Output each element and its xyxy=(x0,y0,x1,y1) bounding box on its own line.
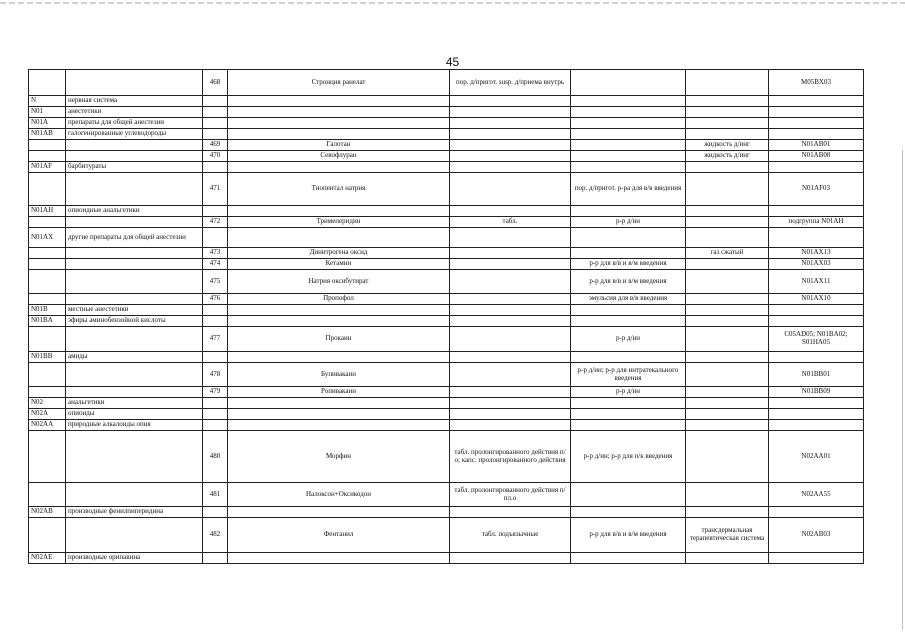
drug-name-cell: Динитрогена оксид xyxy=(228,248,450,259)
atc-subgroup-cell: N01AX13 xyxy=(769,248,864,259)
dosage-form-other-cell xyxy=(686,162,769,173)
table-row xyxy=(29,352,864,363)
drug-register-table xyxy=(28,69,864,564)
row-number-cell xyxy=(203,118,228,129)
drug-name-cell xyxy=(228,398,450,409)
row-number-cell: 473 xyxy=(203,248,228,259)
drug-name-cell xyxy=(228,420,450,431)
atc-code-cell: N01AB xyxy=(29,129,66,140)
group-description-cell xyxy=(66,259,203,270)
drug-name-cell xyxy=(228,162,450,173)
table-row xyxy=(29,173,864,206)
dosage-form-injection-cell: р-р для в/в и в/м введения xyxy=(571,270,686,294)
drug-name-cell xyxy=(228,553,450,564)
drug-name-cell: Галотан xyxy=(228,140,450,151)
row-number-cell xyxy=(203,107,228,118)
row-number-cell xyxy=(203,352,228,363)
dosage-form-other-cell xyxy=(686,431,769,483)
dosage-form-other-cell xyxy=(686,483,769,507)
dosage-form-injection-cell: эмульсия для в/в введения xyxy=(571,294,686,305)
atc-code-cell xyxy=(29,173,66,206)
atc-code-cell xyxy=(29,363,66,387)
table-row xyxy=(29,70,864,96)
dosage-form-other-cell xyxy=(686,398,769,409)
dosage-form-oral-cell xyxy=(450,294,571,305)
table-row xyxy=(29,553,864,564)
dosage-form-other-cell: жидкость д/инг xyxy=(686,140,769,151)
table-row xyxy=(29,431,864,483)
atc-subgroup-cell: N01BB09 xyxy=(769,387,864,398)
group-description-cell xyxy=(66,327,203,352)
atc-subgroup-cell xyxy=(769,553,864,564)
dosage-form-injection-cell: р-р д/ин; р-р для п/к введения xyxy=(571,431,686,483)
group-description-cell: нервная система xyxy=(66,96,203,107)
group-description-cell xyxy=(66,431,203,483)
dosage-form-oral-cell xyxy=(450,507,571,518)
atc-code-cell xyxy=(29,327,66,352)
dosage-form-other-cell xyxy=(686,206,769,217)
atc-subgroup-cell: N01AX10 xyxy=(769,294,864,305)
drug-name-cell: Фентанил xyxy=(228,518,450,553)
drug-name-cell: Прокаин xyxy=(228,327,450,352)
dosage-form-other-cell xyxy=(686,70,769,96)
table-row xyxy=(29,151,864,162)
dosage-form-other-cell xyxy=(686,420,769,431)
row-number-cell: 470 xyxy=(203,151,228,162)
atc-code-cell xyxy=(29,70,66,96)
table-row xyxy=(29,507,864,518)
atc-subgroup-cell xyxy=(769,96,864,107)
dosage-form-other-cell xyxy=(686,352,769,363)
atc-subgroup-cell: N01AB01 xyxy=(769,140,864,151)
table-row xyxy=(29,140,864,151)
dosage-form-oral-cell xyxy=(450,248,571,259)
atc-code-cell xyxy=(29,140,66,151)
atc-subgroup-cell xyxy=(769,118,864,129)
atc-code-cell: N02AB xyxy=(29,507,66,518)
atc-subgroup-cell: подгруппа N01AH xyxy=(769,217,864,228)
dosage-form-injection-cell xyxy=(571,305,686,316)
atc-subgroup-cell: N02AA55 xyxy=(769,483,864,507)
scan-edge-right xyxy=(902,150,903,630)
dosage-form-other-cell xyxy=(686,387,769,398)
atc-code-cell: N xyxy=(29,96,66,107)
atc-subgroup-cell xyxy=(769,507,864,518)
table-row xyxy=(29,162,864,173)
group-description-cell xyxy=(66,70,203,96)
dosage-form-injection-cell xyxy=(571,151,686,162)
drug-name-cell: Налоксон+Оксикодон xyxy=(228,483,450,507)
atc-code-cell xyxy=(29,294,66,305)
dosage-form-other-cell: жидкость д/инг xyxy=(686,151,769,162)
row-number-cell xyxy=(203,129,228,140)
dosage-form-oral-cell xyxy=(450,316,571,327)
dosage-form-other-cell xyxy=(686,228,769,248)
atc-subgroup-cell: N01AX11 xyxy=(769,270,864,294)
dosage-form-injection-cell xyxy=(571,96,686,107)
atc-subgroup-cell: N01BB01 xyxy=(769,363,864,387)
group-description-cell: препараты для общей анестезии xyxy=(66,118,203,129)
dosage-form-oral-cell: табл. пролонгированного действия п/пл.о xyxy=(450,483,571,507)
row-number-cell xyxy=(203,316,228,327)
row-number-cell: 480 xyxy=(203,431,228,483)
row-number-cell: 479 xyxy=(203,387,228,398)
drug-name-cell xyxy=(228,316,450,327)
table-row xyxy=(29,518,864,553)
table-row xyxy=(29,483,864,507)
dosage-form-other-cell xyxy=(686,363,769,387)
group-description-cell: производные орипавина xyxy=(66,553,203,564)
row-number-cell: 477 xyxy=(203,327,228,352)
dosage-form-injection-cell: р-р д/ин xyxy=(571,217,686,228)
drug-name-cell: Кетамин xyxy=(228,259,450,270)
dosage-form-other-cell xyxy=(686,259,769,270)
dosage-form-oral-cell: табл. подъязычные xyxy=(450,518,571,553)
scan-edge-top xyxy=(0,2,905,4)
atc-code-cell xyxy=(29,270,66,294)
dosage-form-injection-cell: р-р д/ин xyxy=(571,327,686,352)
drug-name-cell: Бупивакаин xyxy=(228,363,450,387)
atc-code-cell: N01 xyxy=(29,107,66,118)
group-description-cell: производные фенилпиперидина xyxy=(66,507,203,518)
dosage-form-other-cell xyxy=(686,270,769,294)
dosage-form-other-cell xyxy=(686,305,769,316)
dosage-form-injection-cell xyxy=(571,162,686,173)
table-row xyxy=(29,206,864,217)
drug-name-cell xyxy=(228,228,450,248)
table-row xyxy=(29,96,864,107)
group-description-cell: другие препараты для общей анестезии xyxy=(66,228,203,248)
atc-code-cell: N01B xyxy=(29,305,66,316)
table-row xyxy=(29,294,864,305)
dosage-form-oral-cell xyxy=(450,206,571,217)
dosage-form-other-cell xyxy=(686,553,769,564)
drug-name-cell: Тиопентал натрия xyxy=(228,173,450,206)
atc-code-cell xyxy=(29,483,66,507)
atc-code-cell xyxy=(29,151,66,162)
atc-code-cell: N01BB xyxy=(29,352,66,363)
drug-name-cell: Тримеперидин xyxy=(228,217,450,228)
dosage-form-oral-cell xyxy=(450,96,571,107)
dosage-form-injection-cell xyxy=(571,228,686,248)
atc-code-cell: N02AE xyxy=(29,553,66,564)
dosage-form-other-cell xyxy=(686,129,769,140)
drug-name-cell xyxy=(228,96,450,107)
table-row xyxy=(29,270,864,294)
dosage-form-injection-cell xyxy=(571,248,686,259)
atc-subgroup-cell: M05BX03 xyxy=(769,70,864,96)
table-row xyxy=(29,248,864,259)
dosage-form-injection-cell xyxy=(571,483,686,507)
table-row xyxy=(29,118,864,129)
group-description-cell: опиоидные анальгетики xyxy=(66,206,203,217)
drug-name-cell: Стронция ранелат xyxy=(228,70,450,96)
atc-subgroup-cell xyxy=(769,206,864,217)
group-description-cell xyxy=(66,248,203,259)
drug-name-cell: Пропофол xyxy=(228,294,450,305)
group-description-cell: барбитураты xyxy=(66,162,203,173)
dosage-form-oral-cell xyxy=(450,305,571,316)
row-number-cell: 471 xyxy=(203,173,228,206)
dosage-form-oral-cell: табл. пролонгированного действия п/о; капс. пролонгированного действия xyxy=(450,431,571,483)
dosage-form-other-cell xyxy=(686,217,769,228)
group-description-cell xyxy=(66,270,203,294)
atc-subgroup-cell xyxy=(769,162,864,173)
dosage-form-injection-cell: р-р д/ин; р-р для интратекального введения xyxy=(571,363,686,387)
table-row xyxy=(29,228,864,248)
group-description-cell: анестетики xyxy=(66,107,203,118)
table-row xyxy=(29,363,864,387)
dosage-form-injection-cell xyxy=(571,129,686,140)
atc-subgroup-cell: N01AB08 xyxy=(769,151,864,162)
dosage-form-oral-cell xyxy=(450,162,571,173)
dosage-form-other-cell xyxy=(686,294,769,305)
atc-subgroup-cell: N02AA01 xyxy=(769,431,864,483)
atc-code-cell: N02 xyxy=(29,398,66,409)
group-description-cell: анальгетики xyxy=(66,398,203,409)
dosage-form-other-cell xyxy=(686,107,769,118)
dosage-form-injection-cell: р-р для в/в и в/м введения xyxy=(571,259,686,270)
group-description-cell xyxy=(66,483,203,507)
page-number: 45 xyxy=(445,55,460,69)
atc-code-cell: N01A xyxy=(29,118,66,129)
table-row xyxy=(29,387,864,398)
dosage-form-other-cell xyxy=(686,409,769,420)
drug-name-cell xyxy=(228,129,450,140)
row-number-cell: 478 xyxy=(203,363,228,387)
dosage-form-injection-cell xyxy=(571,118,686,129)
drug-name-cell: Морфин xyxy=(228,431,450,483)
drug-name-cell xyxy=(228,107,450,118)
group-description-cell xyxy=(66,217,203,228)
dosage-form-oral-cell xyxy=(450,228,571,248)
dosage-form-other-cell xyxy=(686,507,769,518)
group-description-cell: амиды xyxy=(66,352,203,363)
dosage-form-oral-cell xyxy=(450,363,571,387)
dosage-form-injection-cell xyxy=(571,507,686,518)
dosage-form-oral-cell xyxy=(450,398,571,409)
dosage-form-oral-cell xyxy=(450,107,571,118)
atc-code-cell: N01AH xyxy=(29,206,66,217)
dosage-form-other-cell: газ сжатый xyxy=(686,248,769,259)
group-description-cell: местные анестетики xyxy=(66,305,203,316)
group-description-cell xyxy=(66,294,203,305)
row-number-cell xyxy=(203,507,228,518)
row-number-cell xyxy=(203,228,228,248)
drug-name-cell xyxy=(228,507,450,518)
atc-code-cell: N01AX xyxy=(29,228,66,248)
drug-name-cell: Натрия оксибутират xyxy=(228,270,450,294)
atc-code-cell xyxy=(29,431,66,483)
dosage-form-oral-cell xyxy=(450,553,571,564)
dosage-form-injection-cell xyxy=(571,420,686,431)
dosage-form-other-cell xyxy=(686,327,769,352)
dosage-form-injection-cell: пор. д/пригот. р-ра для в/в введения xyxy=(571,173,686,206)
drug-name-cell: Севофлуран xyxy=(228,151,450,162)
row-number-cell xyxy=(203,96,228,107)
dosage-form-oral-cell xyxy=(450,140,571,151)
dosage-form-oral-cell xyxy=(450,151,571,162)
dosage-form-other-cell: трансдермальная терапевтическая система xyxy=(686,518,769,553)
row-number-cell: 469 xyxy=(203,140,228,151)
drug-name-cell xyxy=(228,118,450,129)
dosage-form-oral-cell xyxy=(450,327,571,352)
group-description-cell xyxy=(66,151,203,162)
atc-code-cell: N02AA xyxy=(29,420,66,431)
dosage-form-injection-cell xyxy=(571,316,686,327)
dosage-form-oral-cell xyxy=(450,129,571,140)
atc-subgroup-cell xyxy=(769,129,864,140)
dosage-form-injection-cell xyxy=(571,352,686,363)
group-description-cell xyxy=(66,173,203,206)
dosage-form-injection-cell xyxy=(571,409,686,420)
row-number-cell: 482 xyxy=(203,518,228,553)
dosage-form-injection-cell: р-р д/ин xyxy=(571,387,686,398)
dosage-form-oral-cell xyxy=(450,352,571,363)
row-number-cell xyxy=(203,420,228,431)
atc-subgroup-cell xyxy=(769,409,864,420)
drug-name-cell xyxy=(228,305,450,316)
atc-code-cell xyxy=(29,259,66,270)
dosage-form-injection-cell xyxy=(571,398,686,409)
table-row xyxy=(29,129,864,140)
atc-code-cell xyxy=(29,387,66,398)
row-number-cell xyxy=(203,409,228,420)
drug-name-cell xyxy=(228,352,450,363)
row-number-cell xyxy=(203,398,228,409)
atc-code-cell xyxy=(29,518,66,553)
row-number-cell xyxy=(203,206,228,217)
row-number-cell: 468 xyxy=(203,70,228,96)
dosage-form-other-cell xyxy=(686,173,769,206)
dosage-form-oral-cell: табл. xyxy=(450,217,571,228)
group-description-cell: эфиры аминобензойной кислоты xyxy=(66,316,203,327)
table-row xyxy=(29,420,864,431)
dosage-form-oral-cell xyxy=(450,409,571,420)
table-row xyxy=(29,327,864,352)
row-number-cell: 472 xyxy=(203,217,228,228)
atc-subgroup-cell: C05AD05; N01BA02; S01HA05 xyxy=(769,327,864,352)
atc-code-cell xyxy=(29,248,66,259)
dosage-form-other-cell xyxy=(686,316,769,327)
atc-code-cell: N01AF xyxy=(29,162,66,173)
table-row xyxy=(29,316,864,327)
dosage-form-oral-cell xyxy=(450,118,571,129)
atc-subgroup-cell xyxy=(769,352,864,363)
group-description-cell: природные алкалоиды опия xyxy=(66,420,203,431)
row-number-cell: 476 xyxy=(203,294,228,305)
group-description-cell xyxy=(66,518,203,553)
dosage-form-oral-cell xyxy=(450,259,571,270)
dosage-form-oral-cell xyxy=(450,173,571,206)
atc-subgroup-cell xyxy=(769,420,864,431)
atc-code-cell xyxy=(29,217,66,228)
drug-name-cell xyxy=(228,206,450,217)
dosage-form-injection-cell xyxy=(571,553,686,564)
row-number-cell xyxy=(203,553,228,564)
row-number-cell: 481 xyxy=(203,483,228,507)
dosage-form-other-cell xyxy=(686,96,769,107)
dosage-form-injection-cell xyxy=(571,140,686,151)
group-description-cell xyxy=(66,387,203,398)
group-description-cell: галогенированные углеводороды xyxy=(66,129,203,140)
atc-code-cell: N01BA xyxy=(29,316,66,327)
table-row xyxy=(29,409,864,420)
dosage-form-injection-cell xyxy=(571,206,686,217)
table-row xyxy=(29,217,864,228)
dosage-form-other-cell xyxy=(686,118,769,129)
dosage-form-oral-cell xyxy=(450,270,571,294)
atc-subgroup-cell xyxy=(769,228,864,248)
atc-subgroup-cell: N02AB03 xyxy=(769,518,864,553)
table-row xyxy=(29,107,864,118)
atc-subgroup-cell xyxy=(769,107,864,118)
table-row xyxy=(29,305,864,316)
dosage-form-injection-cell: р-р для в/в и в/м введения xyxy=(571,518,686,553)
dosage-form-oral-cell xyxy=(450,420,571,431)
dosage-form-injection-cell xyxy=(571,107,686,118)
table-row xyxy=(29,398,864,409)
row-number-cell xyxy=(203,162,228,173)
atc-subgroup-cell xyxy=(769,305,864,316)
atc-subgroup-cell xyxy=(769,316,864,327)
row-number-cell xyxy=(203,305,228,316)
dosage-form-injection-cell xyxy=(571,70,686,96)
group-description-cell: опиоиды xyxy=(66,409,203,420)
drug-name-cell: Ропивакаин xyxy=(228,387,450,398)
atc-subgroup-cell: N01AF03 xyxy=(769,173,864,206)
atc-subgroup-cell: N01AX03 xyxy=(769,259,864,270)
dosage-form-oral-cell xyxy=(450,387,571,398)
dosage-form-oral-cell: пор. д/пригот. susp. д/приема внутрь xyxy=(450,70,571,96)
group-description-cell xyxy=(66,140,203,151)
table-row xyxy=(29,259,864,270)
group-description-cell xyxy=(66,363,203,387)
atc-subgroup-cell xyxy=(769,398,864,409)
row-number-cell: 475 xyxy=(203,270,228,294)
drug-name-cell xyxy=(228,409,450,420)
atc-code-cell: N02A xyxy=(29,409,66,420)
row-number-cell: 474 xyxy=(203,259,228,270)
